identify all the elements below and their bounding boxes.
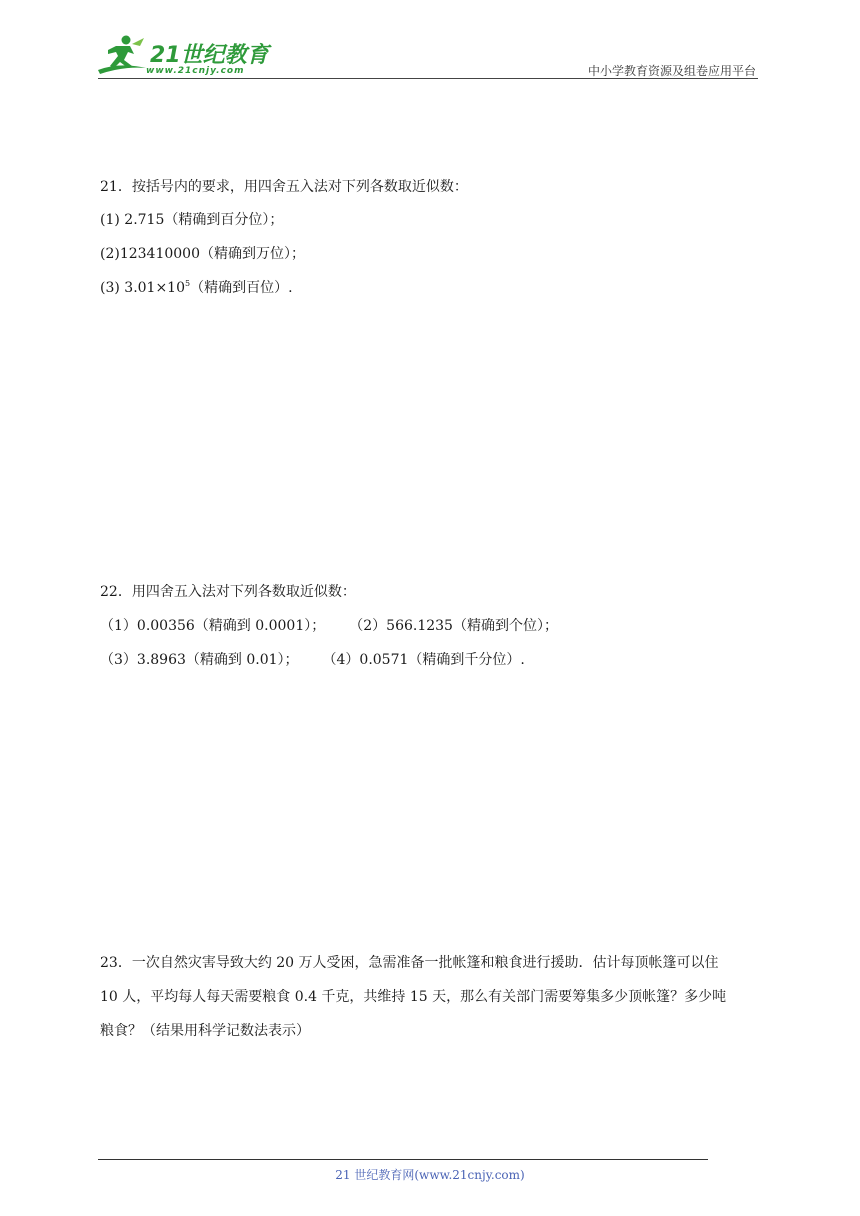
q23-line2: 10 人，平均每人每天需要粮食 0.4 千克，共维持 15 天，那么有关部门需要筹集多少顶帐篷？多少吨 bbox=[100, 989, 727, 1005]
brand-url[interactable]: www.21cnjy.com bbox=[146, 66, 245, 76]
q22-stem: 22．用四舍五入法对下列各数取近似数： bbox=[100, 584, 356, 600]
q23-line3: 粮食？（结果用科学记数法表示） bbox=[100, 1023, 310, 1039]
q22-row2 bbox=[100, 649, 525, 669]
q22-row1 bbox=[100, 615, 558, 635]
q21-part3-suffix: （精确到百位）. bbox=[190, 280, 293, 296]
q21-part1: (1) 2.715（精确到百分位）； bbox=[100, 212, 284, 228]
q22-item1: （1）0.00356（精确到 0.0001）； bbox=[100, 618, 326, 634]
q23-line1: 23．一次自然灾害导致大约 20 万人受困，急需准备一批帐篷和粮食进行援助．估计每顶帐篷可以住 bbox=[100, 955, 719, 971]
q21-part3-prefix: (3) 3.01×10 bbox=[100, 280, 185, 296]
page-header bbox=[0, 0, 860, 90]
brand-name: 21世纪教育 bbox=[150, 43, 269, 68]
q21-part2: (2)123410000（精确到万位）； bbox=[100, 246, 305, 262]
footer-text[interactable]: 21 世纪教育网(www.21cnjy.com) bbox=[335, 1168, 525, 1182]
q22-item4: （4）0.0571（精确到千分位）. bbox=[322, 652, 525, 668]
footer-divider bbox=[98, 1159, 708, 1160]
q22-item2: （2）566.1235（精确到个位）； bbox=[349, 618, 558, 634]
q22-item3: （3）3.8963（精确到 0.01）； bbox=[100, 652, 299, 668]
header-divider bbox=[98, 78, 758, 79]
q21-part3-exponent: 5 bbox=[185, 279, 191, 288]
q21-part3 bbox=[100, 277, 293, 297]
runner-logo-icon bbox=[94, 32, 154, 78]
q21-stem: 21．按括号内的要求，用四舍五入法对下列各数取近似数： bbox=[100, 179, 468, 195]
header-tagline: 中小学教育资源及组卷应用平台 bbox=[587, 64, 756, 78]
